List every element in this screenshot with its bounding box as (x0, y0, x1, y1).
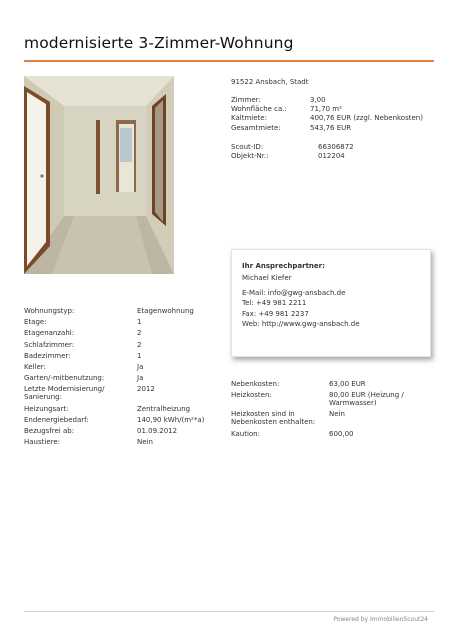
footer-divider (24, 611, 434, 612)
contact-email[interactable]: E-Mail: info@gwg-ansbach.de (242, 288, 346, 297)
address: 91522 Ansbach, Stadt (231, 78, 309, 86)
price-row-area: Wohnfläche ca.: 71,70 m² (231, 105, 342, 114)
costs-list (231, 380, 431, 441)
id-info (231, 143, 354, 161)
cost-row: Kaution: 600,00 (231, 429, 354, 438)
scout-id-row: Scout-ID: 66306872 (231, 143, 354, 151)
detail-row: Haustiere: Nein (24, 438, 153, 447)
contact-fax: Fax: +49 981 2237 (242, 309, 309, 318)
title-divider (24, 60, 434, 62)
details-list (24, 307, 214, 449)
cost-row: Heizkosten sind in Nebenkosten enthalten: Nein (231, 410, 345, 427)
price-info (231, 96, 423, 133)
price-row-total-rent: Gesamtmiete: 543,76 EUR (231, 123, 352, 132)
detail-row: Heizungsart: Zentralheizung (24, 404, 191, 413)
price-row-rooms: Zimmer: 3,00 (231, 96, 326, 104)
cost-row: Nebenkosten: 63,00 EUR (231, 380, 366, 388)
detail-row: Bezugsfrei ab: 01.09.2012 (24, 426, 178, 435)
cost-row: Heizkosten: 80,00 EUR (Heizung / Warmwasser) (231, 391, 404, 408)
apartment-photo (24, 76, 174, 274)
detail-row: Schlafzimmer: 2 (24, 340, 142, 349)
page-title: modernisierte 3-Zimmer-Wohnung (24, 34, 294, 52)
detail-row: Etage: 1 (24, 318, 142, 327)
contact-phone: Tel: +49 981 2211 (242, 299, 307, 307)
contact-box (231, 249, 431, 357)
detail-row: Keller: Ja (24, 362, 144, 371)
detail-row: Wohnungstyp: Etagenwohnung (24, 307, 194, 315)
footer-credit: Powered by ImmobilienScout24 (333, 616, 428, 623)
object-number-row: Objekt-Nr.: 012204 (231, 152, 345, 161)
price-row-cold-rent: Kaltmiete: 400,76 EUR (zzgl. Nebenkosten) (231, 114, 423, 123)
detail-row: Badezimmer: 1 (24, 351, 142, 360)
detail-row: Garten/-mitbenutzung: Ja (24, 374, 144, 383)
detail-row: Letzte Modernisierung/ Sanierung: 2012 (24, 385, 155, 402)
contact-heading: Ihr Ansprechpartner: (242, 262, 325, 270)
detail-row: Endenergiebedarf: 140,90 kWh/(m²*a) (24, 415, 205, 424)
contact-website[interactable]: Web: http://www.gwg-ansbach.de (242, 320, 360, 328)
detail-row: Etagenanzahl: 2 (24, 329, 142, 338)
contact-name: Michael Kiefer (242, 274, 292, 282)
